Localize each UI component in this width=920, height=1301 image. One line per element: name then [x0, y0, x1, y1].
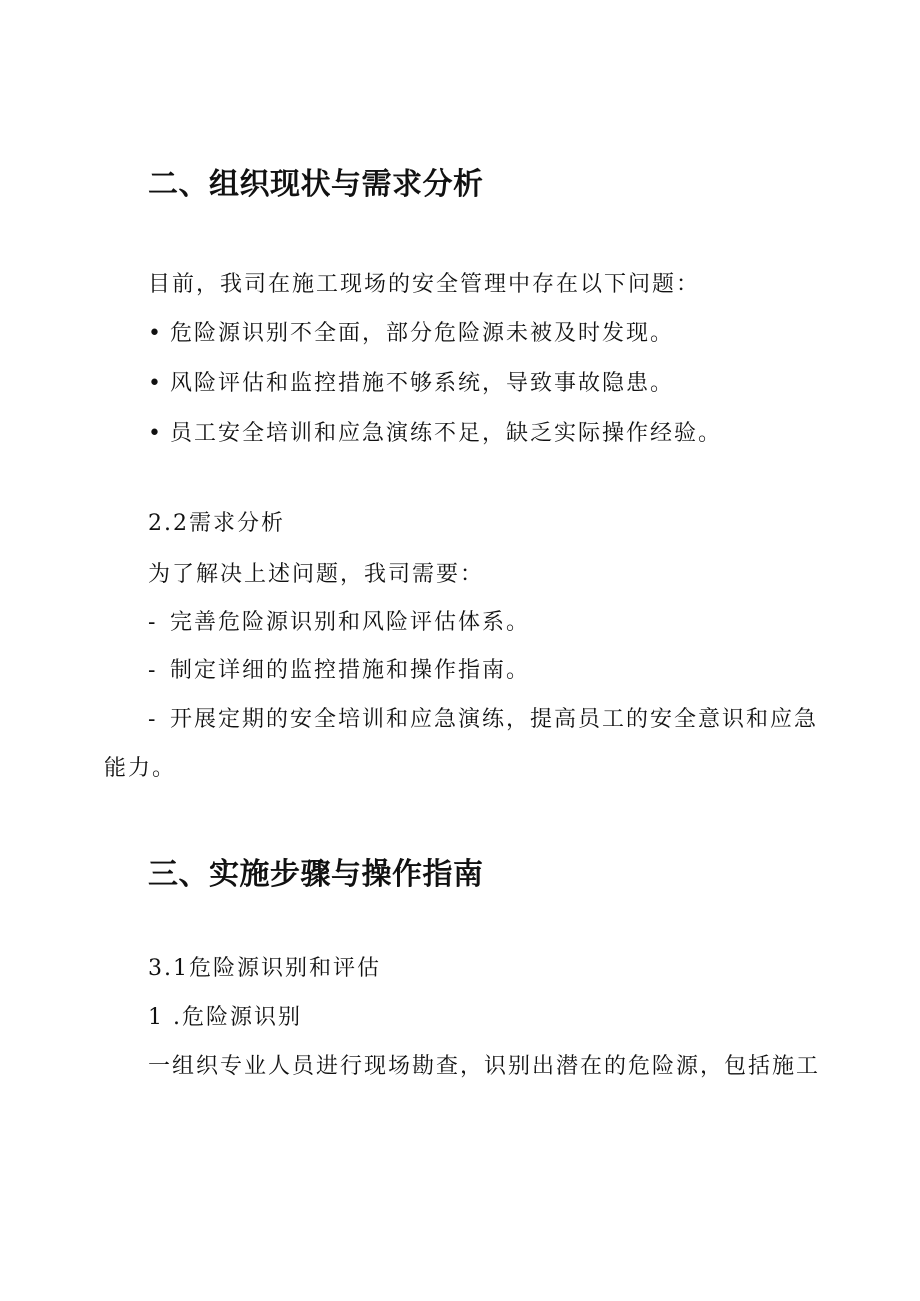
- item-title: 1 .危险源识别: [148, 1005, 302, 1030]
- bullet-list-item: [148, 323, 674, 345]
- bullet-text: 危险源识别不全面，部分危险源未被及时发现。: [170, 321, 675, 346]
- bullet-marker: •: [148, 321, 163, 346]
- dash-marker: -: [148, 610, 158, 635]
- needs-intro: 为了解决上述问题，我司需要：: [148, 562, 485, 587]
- section-2-heading: 二、组织现状与需求分析: [148, 167, 484, 202]
- bullet-text: 风险评估和监控措施不够系统，导致事故隐患。: [170, 371, 675, 396]
- bullet-list-item: [148, 373, 674, 395]
- needs-text: 制定详细的监控措施和操作指南。: [170, 658, 531, 683]
- needs-text: 完善危险源识别和风险评估体系。: [170, 610, 531, 635]
- item-text: 一组织专业人员进行现场勘查，识别出潜在的危险源，包括施工: [148, 1054, 821, 1079]
- subsection-3-1-heading: 3.1危险源识别和评估: [148, 956, 381, 981]
- bullet-marker: •: [148, 421, 163, 446]
- bullet-text: 员工安全培训和应急演练不足，缺乏实际操作经验。: [170, 421, 723, 446]
- needs-list-item: [148, 709, 818, 731]
- needs-text: 开展定期的安全培训和应急演练，提高员工的安全意识和应急: [170, 707, 819, 732]
- needs-list-item: [148, 660, 530, 682]
- needs-continuation: 能力。: [104, 756, 177, 781]
- dash-marker: -: [148, 707, 158, 732]
- needs-list-item: [148, 612, 530, 634]
- bullet-list-item: [148, 423, 722, 445]
- section-2-intro: 目前，我司在施工现场的安全管理中存在以下问题：: [148, 272, 701, 297]
- bullet-marker: •: [148, 371, 163, 396]
- dash-marker: -: [148, 658, 158, 683]
- section-3-heading: 三、实施步骤与操作指南: [148, 857, 484, 892]
- subsection-2-2-heading: 2.2需求分析: [148, 511, 285, 536]
